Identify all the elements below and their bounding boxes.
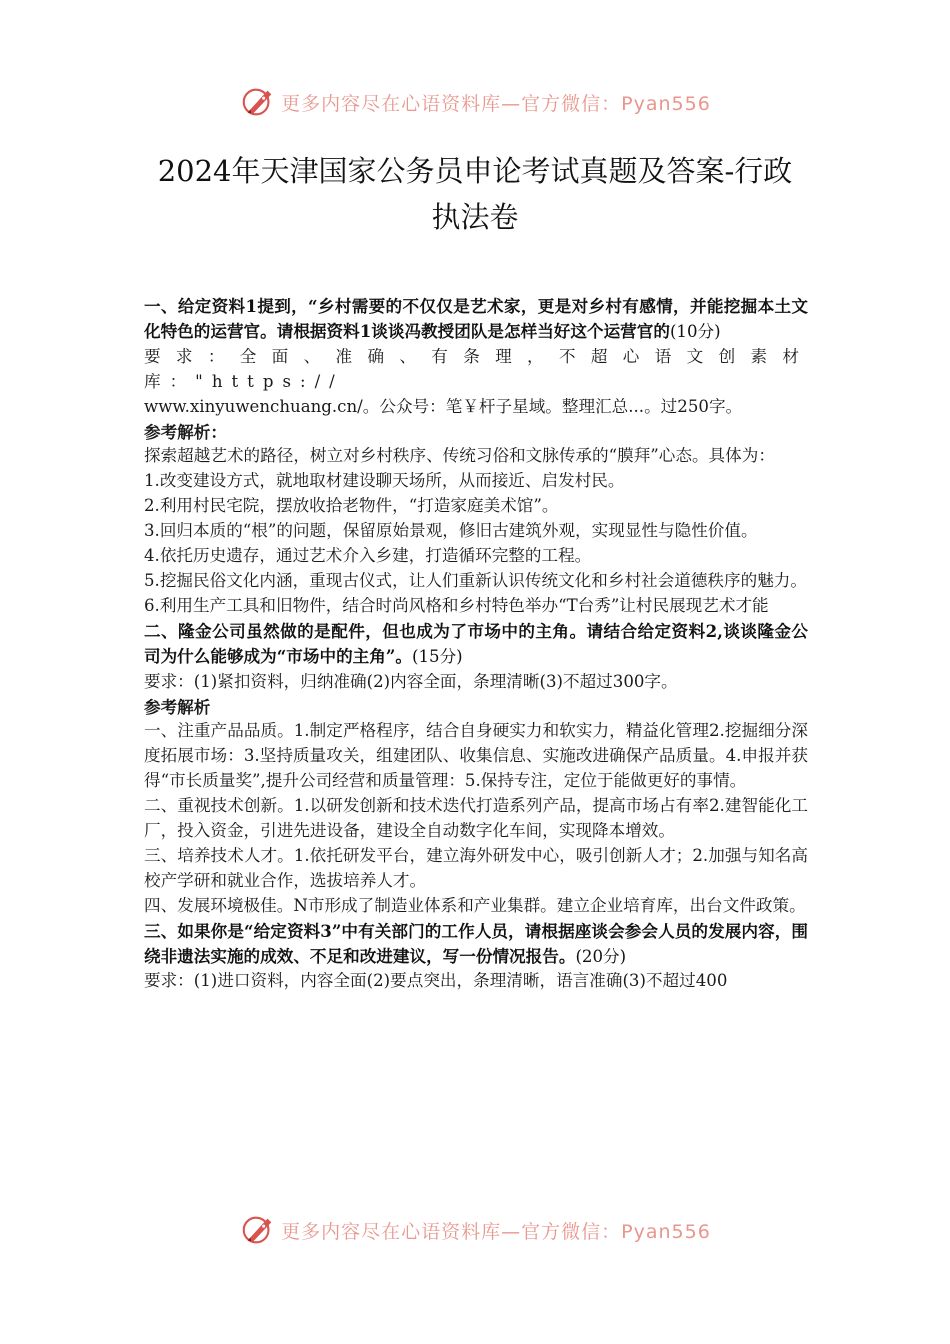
document-body	[144, 294, 808, 994]
question-paragraph	[144, 294, 808, 345]
body-paragraph: www.xinyuwenchuang.cn/。公众号：笔￥杆子星域。整理汇总...。过250字。	[144, 396, 743, 416]
question-points: (15分)	[412, 646, 463, 666]
question-points: (10分)	[669, 321, 721, 341]
body-paragraph: 四、发展环境极佳。N市形成了制造业体系和产业集群。建立企业培育库，出台文件政策。	[144, 895, 806, 915]
body-paragraph: 5.挖掘民俗文化内涵，重现古仪式，让人们重新认识传统文化和乡村社会道德秩序的魅力。	[144, 570, 807, 590]
pen-nib-logo-icon	[239, 83, 277, 121]
body-paragraph: 三、培养技术人才。1.依托研发平台，建立海外研发中心，吸引创新人才；2.加强与知名高校产学研和就业合作，选拔培养人才。	[144, 845, 808, 890]
question-text: 二、隆金公司虽然做的是配件，但也成为了市场中的主角。请结合给定资料2,谈谈隆金公司为什么能够成为“市场中的主角”。	[144, 620, 808, 666]
body-paragraph: 一、注重产品品质。1.制定严格程序，结合自身硬实力和软实力，精益化管理2.挖掘细分深度拓展市场：3.坚持质量攻关，组建团队、收集信息、实施改进确保产品质量。4.申报并获得“市长质量奖”,提升公司经营和质量管理：5.保持专注，定位于能做更好的事情。	[144, 721, 808, 791]
body-paragraph: 1.改变建设方式，就地取材建设聊天场所，从而接近、启发村民。	[144, 471, 625, 491]
body-paragraph: 2.利用村民宅院，摆放收拾老物件，“打造家庭美术馆”。	[144, 496, 559, 516]
body-paragraph: 4.依托历史遗存，通过艺术介入乡建，打造循环完整的工程。	[144, 546, 592, 566]
footer-banner	[0, 1208, 950, 1252]
requirement-line: 要求：全面、准确、有条理，不超心语文创素材库："https://	[144, 346, 808, 391]
question-text: 三、如果你是“给定资料3”中有关部门的工作人员，请根据座谈会参会人员的发展内容，围绕非遗法实施的成效、不足和改进建议，写一份情况报告。	[144, 920, 808, 966]
body-paragraph: 要求：(1)紧扣资料，归纳准确(2)内容全面，条理清晰(3)不超过300字。	[144, 671, 678, 691]
answer-heading: 参考解析	[144, 696, 211, 717]
question-paragraph	[144, 919, 808, 970]
footer-banner-text: 更多内容尽在心语资料库—官方微信：Pyan556	[281, 1220, 711, 1243]
title-line-2: 执法卷	[431, 200, 519, 234]
body-paragraph: 6.利用生产工具和旧物件，结合时尚风格和乡村特色举办“T台秀”让村民展现艺术才能	[144, 595, 769, 615]
body-paragraph: 探索超越艺术的路径，树立对乡村秩序、传统习俗和文脉传承的“膜拜”心态。具体为：	[144, 446, 775, 466]
body-paragraph: 二、重视技术创新。1.以研发创新和技术迭代打造系列产品，提高市场占有率2.建智能化工厂，投入资金，引进先进设备，建设全自动数字化车间，实现降本增效。	[144, 796, 808, 841]
question-paragraph	[144, 619, 808, 670]
title-line-1: 2024年天津国家公务员申论考试真题及答案-行政	[157, 154, 793, 188]
pen-nib-logo-icon	[239, 1211, 277, 1249]
answer-heading: 参考解析：	[144, 421, 227, 442]
page-title	[100, 148, 850, 240]
header-banner	[0, 80, 950, 124]
question-text: 一、给定资料1提到，“乡村需要的不仅仅是艺术家，更是对乡村有感情，并能挖掘本土文化特色的运营官。请根据资料1谈谈冯教授团队是怎样当好这个运营官的	[144, 296, 808, 341]
question-points: (20分)	[575, 946, 627, 966]
body-paragraph: 3.回归本质的“根”的问题，保留原始景观，修旧古建筑外观，实现显性与隐性价值。	[144, 521, 758, 541]
body-paragraph: 要求：(1)进口资料，内容全面(2)要点突出，条理清晰，语言准确(3)不超过400	[144, 971, 728, 991]
header-banner-text: 更多内容尽在心语资料库—官方微信：Pyan556	[281, 92, 711, 115]
